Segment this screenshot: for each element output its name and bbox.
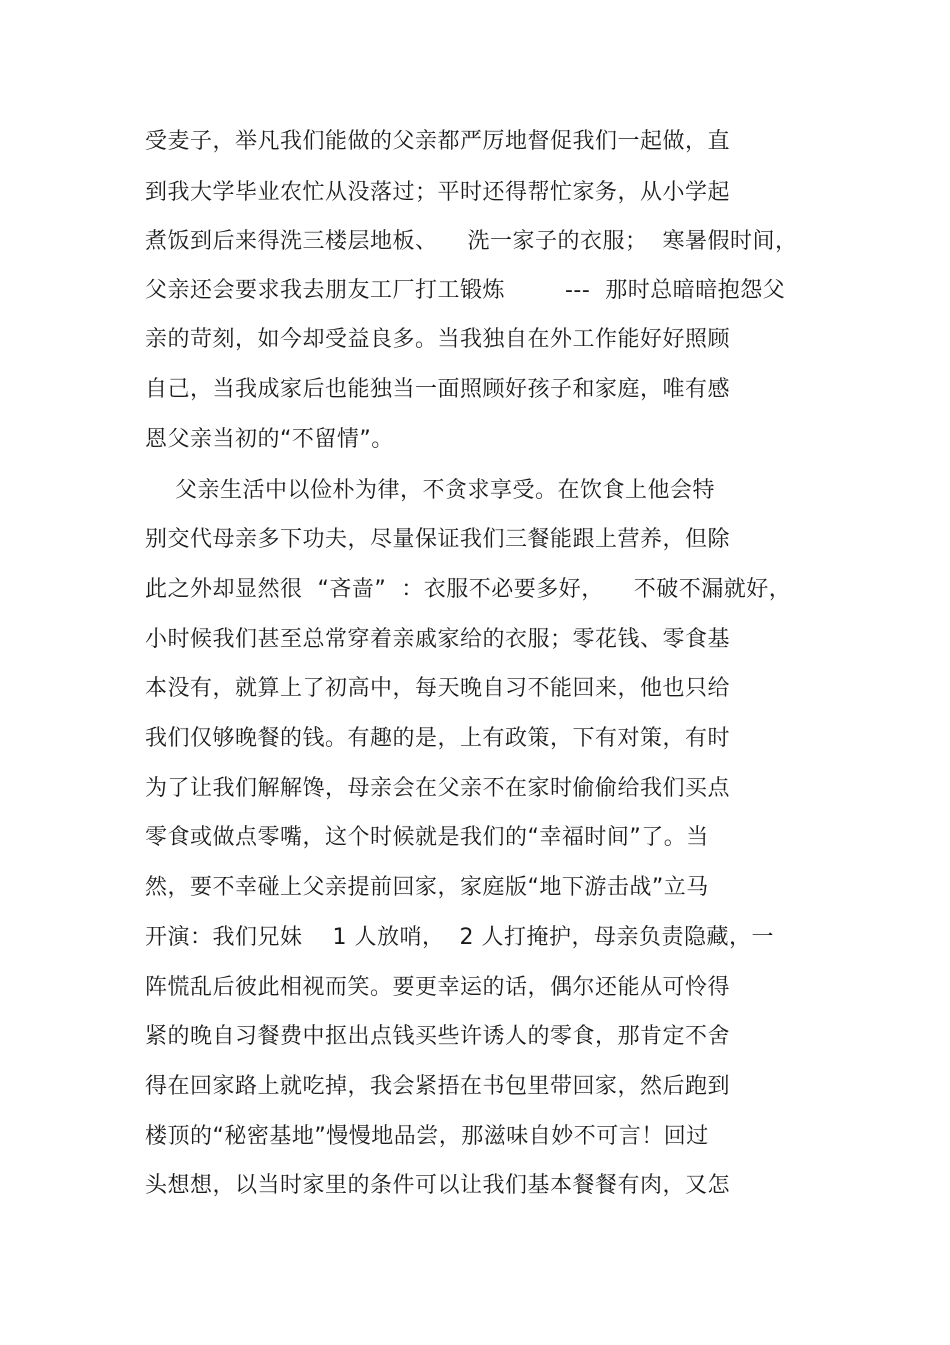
text-line: 受麦子，举凡我们能做的父亲都严厉地督促我们一起做，直 bbox=[145, 129, 731, 154]
text-line: 到我大学毕业农忙从没落过；平时还得帮忙家务，从小学起 bbox=[145, 180, 731, 205]
text-line: 小时候我们甚至总常穿着亲戚家给的衣服；零花钱、零食基 bbox=[145, 627, 731, 652]
text-line: 亲的苛刻，如今却受益良多。当我独自在外工作能好好照顾 bbox=[145, 327, 731, 352]
text-line: 零食或做点零嘴，这个时候就是我们的“幸福时间”了。当 bbox=[145, 825, 709, 850]
text-line: 我们仅够晚餐的钱。有趣的是，上有政策，下有对策，有时 bbox=[145, 726, 731, 751]
text-line: 本没有，就算上了初高中，每天晚自习不能回来，他也只给 bbox=[145, 676, 731, 701]
text-line: 开演：我们兄妹 1 人放哨， 2 人打掩护，母亲负责隐藏，一 bbox=[145, 925, 774, 950]
text-line: 得在回家路上就吃掉，我会紧捂在书包里带回家，然后跑到 bbox=[145, 1074, 731, 1099]
text-line: 煮饭到后来得洗三楼层地板、 洗一家子的衣服； 寒暑假时间， bbox=[145, 229, 798, 254]
text-line: 父亲还会要求我去朋友工厂打工锻炼 --- 那时总暗暗抱怨父 bbox=[145, 278, 786, 303]
text-line: 然，要不幸碰上父亲提前回家，家庭版“地下游击战”立马 bbox=[145, 875, 709, 900]
paragraph-start-line: 父亲生活中以俭朴为律，不贪求享受。在饮食上他会特 bbox=[145, 478, 715, 503]
text-line: 为了让我们解解馋，母亲会在父亲不在家时偷偷给我们买点 bbox=[145, 776, 731, 801]
text-line: 恩父亲当初的“不留情”。 bbox=[145, 427, 394, 452]
text-line: 此之外却显然很 “吝啬” ：衣服不必要多好， 不破不漏就好， bbox=[145, 577, 792, 602]
text-line: 自己，当我成家后也能独当一面照顾好孩子和家庭，唯有感 bbox=[145, 377, 731, 402]
text-line: 阵慌乱后彼此相视而笑。要更幸运的话，偶尔还能从可怜得 bbox=[145, 975, 731, 1000]
text-line: 紧的晚自习餐费中抠出点钱买些许诱人的零食，那肯定不舍 bbox=[145, 1024, 731, 1049]
text-line: 楼顶的“秘密基地”慢慢地品尝，那滋味自妙不可言！回过 bbox=[145, 1124, 709, 1149]
text-line: 别交代母亲多下功夫，尽量保证我们三餐能跟上营养，但除 bbox=[145, 527, 731, 552]
text-line: 头想想，以当时家里的条件可以让我们基本餐餐有肉，又怎 bbox=[145, 1173, 731, 1198]
